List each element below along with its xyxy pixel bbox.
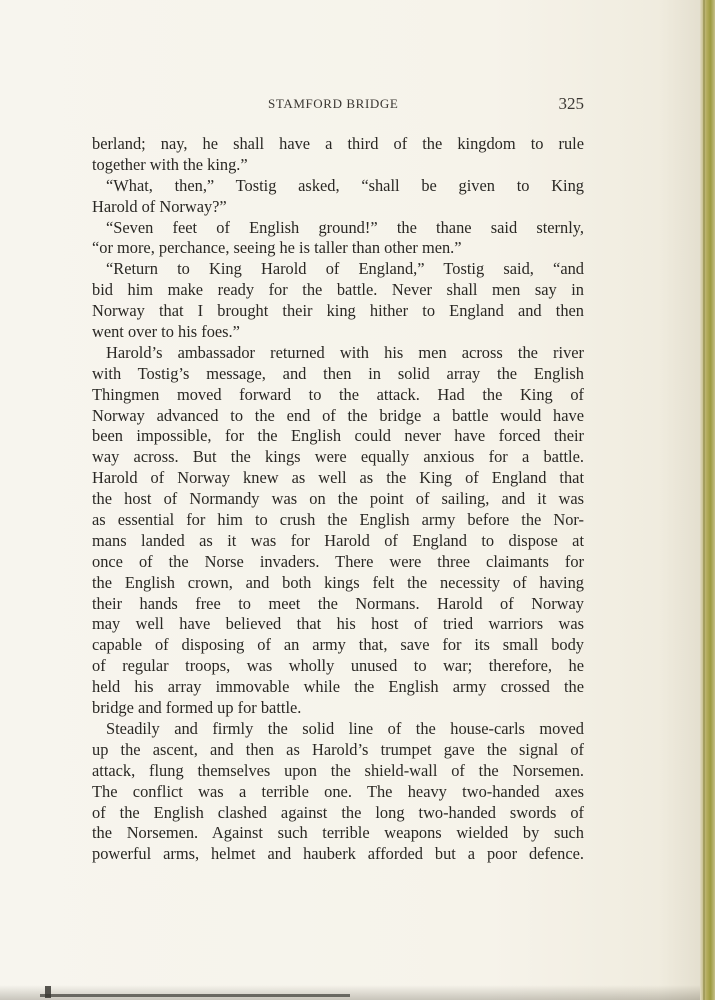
page-bottom-shadow [0, 985, 700, 1000]
text-line: The conflict was a terrible one. The heavy two-handed axes [92, 781, 584, 801]
text-line: once of the Norse invaders. There were three claimants for [92, 551, 584, 571]
text-line: with Tostig’s message, and then in solid array the English [92, 363, 584, 383]
running-head [92, 94, 584, 116]
page-number: 325 [558, 94, 584, 113]
text-line: held his array immovable while the English army crossed the [92, 677, 584, 697]
text-line: powerful arms, helmet and hauberk afforded but a poor defence. [92, 844, 584, 864]
text-line: Thingmen moved forward to the attack. Had the King of [92, 384, 584, 404]
text-line: capable of disposing of an army that, save for its small body [92, 635, 584, 655]
text-line: of the English clashed against the long two-handed swords of [92, 802, 584, 822]
text-line: may well have believed that his host of tried warriors was [92, 614, 584, 634]
text-line: up the ascent, and then as Harold’s trumpet gave the signal of [92, 739, 584, 759]
text-line: Harold’s ambassador returned with his men across the river [106, 342, 584, 362]
text-line: the Norsemen. Against such terrible weapons wielded by such [92, 823, 584, 843]
text-line: mans landed as it was for Harold of England to dispose at [92, 530, 584, 550]
text-line: “Return to King Harold of England,” Tostig said, “and [106, 259, 584, 279]
text-line: the host of Normandy was on the point of sailing, and it was [92, 489, 584, 509]
text-line: bid him make ready for the battle. Never shall men say in [92, 280, 584, 300]
text-line: went over to his foes.” [92, 322, 240, 342]
text-line: “What, then,” Tostig asked, “shall be given to King [106, 175, 584, 195]
scan-edge-line [40, 994, 350, 997]
text-line: berland; nay, he shall have a third of the kingdom to rule [92, 134, 584, 153]
running-title: STAMFORD BRIDGE [268, 96, 399, 111]
text-line: together with the king.” [92, 154, 248, 174]
text-line: of regular troops, was wholly unused to war; therefore, he [92, 656, 584, 676]
body-text [92, 134, 584, 865]
text-line: Harold of Norway?” [92, 196, 227, 216]
text-line: attack, flung themselves upon the shield-wall of the Norsemen. [92, 760, 584, 780]
text-line: “Seven feet of English ground!” the thane said sternly, [106, 217, 584, 237]
text-line: as essential for him to crush the English army before the Nor- [92, 510, 584, 530]
text-line: Norway advanced to the end of the bridge a battle would have [92, 405, 584, 425]
text-line: bridge and formed up for battle. [92, 698, 302, 718]
text-line: “or more, perchance, seeing he is taller than other men.” [92, 238, 462, 258]
book-edge [700, 0, 715, 1000]
text-line: Norway that I brought their king hither to England and then [92, 301, 584, 321]
text-line: their hands free to meet the Normans. Harold of Norway [92, 593, 584, 613]
text-line: Harold of Norway knew as well as the King of England that [92, 468, 584, 488]
text-line: Steadily and firmly the solid line of the house-carls moved [106, 718, 584, 738]
text-line: the English crown, and both kings felt the necessity of having [92, 572, 584, 592]
text-line: been impossible, for the English could never have forced their [92, 426, 584, 446]
text-line: way across. But the kings were equally anxious for a battle. [92, 447, 584, 467]
